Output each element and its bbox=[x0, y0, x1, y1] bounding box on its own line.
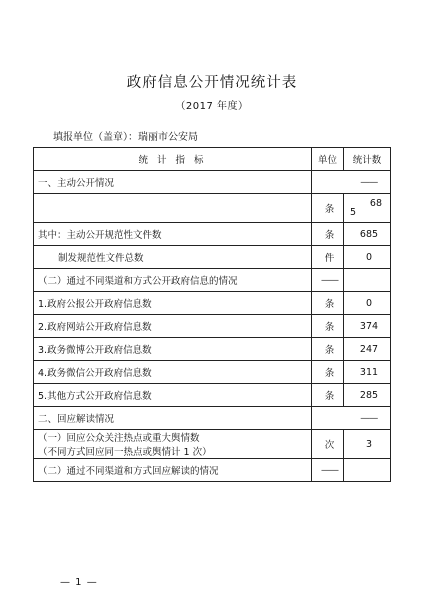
table-row bbox=[34, 315, 391, 338]
table-row bbox=[34, 338, 391, 361]
row-unit: 条 bbox=[312, 292, 344, 315]
row-value: 68 bbox=[369, 198, 382, 209]
row-unit: 条 bbox=[312, 338, 344, 361]
row-unit: 条 bbox=[312, 223, 344, 246]
row-label: 3.政务微博公开政府信息数 bbox=[34, 338, 312, 361]
row-value-wrap: 5 bbox=[350, 207, 357, 218]
row-label: 一、主动公开情况 bbox=[34, 171, 312, 194]
row-value: 311 bbox=[344, 361, 391, 384]
row-unit: 条 bbox=[312, 194, 344, 223]
header-unit: 单位 bbox=[312, 148, 344, 171]
row-label: 5.其他方式公开政府信息数 bbox=[34, 384, 312, 407]
row-label: 1.政府公报公开政府信息数 bbox=[34, 292, 312, 315]
row-value: 3 bbox=[344, 430, 391, 459]
table-header-row bbox=[34, 148, 391, 171]
reporting-unit: 填报单位（盖章）：瑞丽市公安局 bbox=[53, 132, 198, 143]
row-label: 制发规范性文件总数 bbox=[34, 246, 312, 269]
row-label-cell bbox=[34, 194, 312, 223]
row-value: 374 bbox=[344, 315, 391, 338]
row-label: （一）回应公众关注热点或重大舆情数 bbox=[38, 433, 200, 444]
row-value: 0 bbox=[344, 292, 391, 315]
table-row bbox=[34, 430, 391, 459]
table-row bbox=[34, 269, 391, 292]
row-label: （二）通过不同渠道和方式公开政府信息的情况 bbox=[34, 269, 312, 292]
row-unit: 条 bbox=[312, 315, 344, 338]
row-unit bbox=[312, 407, 344, 430]
row-label bbox=[38, 194, 311, 197]
row-value-cell bbox=[344, 194, 391, 223]
document-subtitle: （2017 年度） bbox=[175, 101, 249, 112]
row-value: —— bbox=[344, 407, 391, 430]
row-value: —— bbox=[344, 171, 391, 194]
row-unit: 次 bbox=[312, 430, 344, 459]
table-row bbox=[34, 384, 391, 407]
page-number: — 1 — bbox=[60, 577, 98, 588]
row-unit bbox=[312, 171, 344, 194]
row-value: 685 bbox=[344, 223, 391, 246]
row-value bbox=[344, 459, 391, 482]
row-label-cell bbox=[34, 430, 312, 459]
row-value bbox=[344, 269, 391, 292]
row-value: 247 bbox=[344, 338, 391, 361]
row-value: 285 bbox=[344, 384, 391, 407]
row-value: 0 bbox=[344, 246, 391, 269]
row-unit: 条 bbox=[312, 361, 344, 384]
table-row bbox=[34, 292, 391, 315]
row-unit: 件 bbox=[312, 246, 344, 269]
table-row bbox=[34, 361, 391, 384]
row-label-note: （不同方式回应同一热点或舆情计 1 次） bbox=[38, 447, 212, 458]
row-label: 4.政务微信公开政府信息数 bbox=[34, 361, 312, 384]
header-indicator: 统 计 指 标 bbox=[34, 148, 312, 171]
row-label: 二、回应解读情况 bbox=[34, 407, 312, 430]
row-label: （二）通过不同渠道和方式回应解读的情况 bbox=[34, 459, 312, 482]
row-unit: 条 bbox=[312, 384, 344, 407]
table-row bbox=[34, 407, 391, 430]
table-row bbox=[34, 194, 391, 223]
row-unit: —— bbox=[312, 459, 344, 482]
statistics-table bbox=[33, 147, 391, 482]
document-title: 政府信息公开情况统计表 bbox=[126, 75, 298, 91]
table-row bbox=[34, 459, 391, 482]
row-label: 其中：主动公开规范性文件数 bbox=[34, 223, 312, 246]
row-label: 2.政府网站公开政府信息数 bbox=[34, 315, 312, 338]
table-row bbox=[34, 223, 391, 246]
table-row bbox=[34, 171, 391, 194]
header-count: 统计数 bbox=[344, 148, 391, 171]
row-unit: —— bbox=[312, 269, 344, 292]
table-row bbox=[34, 246, 391, 269]
